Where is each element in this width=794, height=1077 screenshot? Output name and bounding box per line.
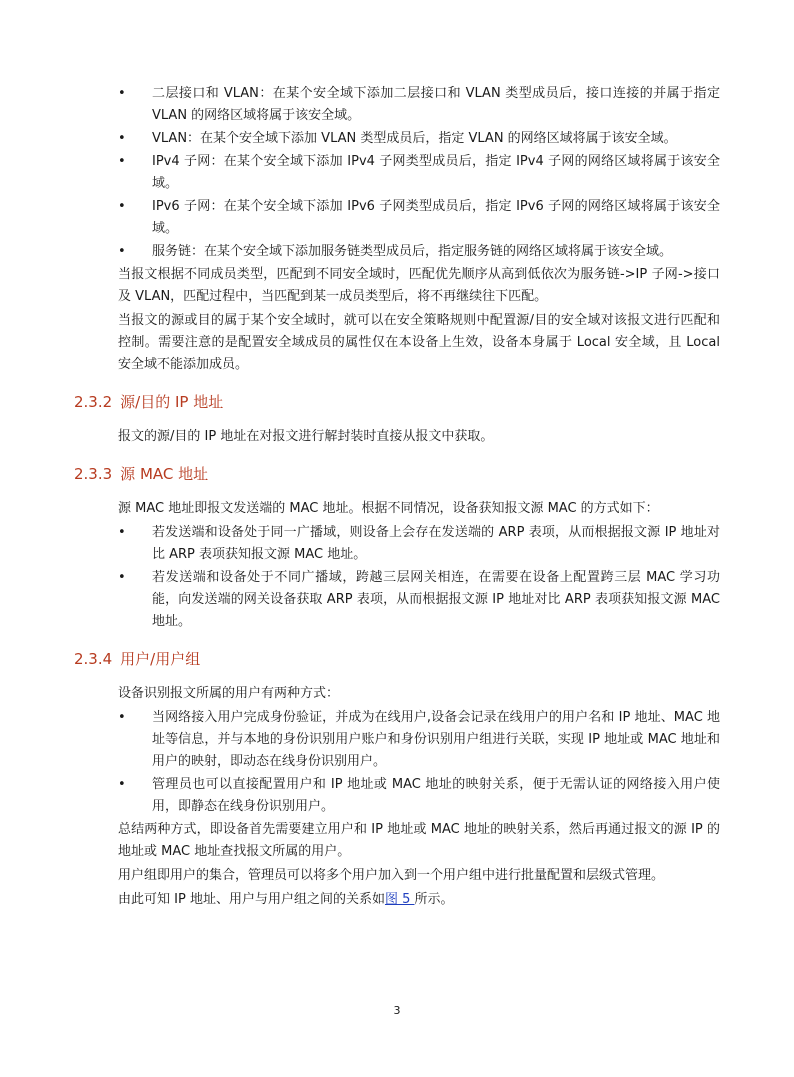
list-item-text: 二层接口和 VLAN：在某个安全域下添加二层接口和 VLAN 类型成员后，接口连接的并属于指定 VLAN 的网络区域将属于该安全域。 <box>152 86 720 123</box>
relationship-suffix: 所示。 <box>414 892 454 907</box>
list-item <box>118 241 720 263</box>
list-item <box>118 196 720 240</box>
bullet-icon: • <box>118 710 126 725</box>
list-item-text: 管理员也可以直接配置用户和 IP 地址或 MAC 地址的映射关系，便于无需认证的网络接入用户使用，即静态在线身份识别用户。 <box>152 777 720 814</box>
section-title: 源 MAC 地址 <box>120 465 209 483</box>
mac-intro-paragraph: 源 MAC 地址即报文发送端的 MAC 地址。根据不同情况，设备获知报文源 MAC 的方式如下： <box>118 501 659 516</box>
mac-method-list <box>118 522 720 633</box>
list-item <box>118 707 720 773</box>
bullet-icon: • <box>118 244 126 259</box>
user-group-paragraph: 用户组即用户的集合，管理员可以将多个用户加入到一个用户组中进行批量配置和层级式管理。 <box>118 868 665 883</box>
user-method-list <box>118 707 720 818</box>
figure-5-link[interactable]: 图 5 <box>384 892 415 907</box>
section-heading-2-3-2 <box>74 391 676 413</box>
bullet-icon: • <box>118 199 126 214</box>
list-item <box>118 567 720 633</box>
list-item <box>118 522 720 566</box>
list-item <box>118 774 720 818</box>
list-item-text: IPv6 子网：在某个安全域下添加 IPv6 子网类型成员后，指定 IPv6 子网的网络区域将属于该安全域。 <box>152 199 720 236</box>
section-number: 2.3.4 <box>74 650 113 668</box>
bullet-icon: • <box>118 570 126 585</box>
list-item-text: 服务链：在某个安全域下添加服务链类型成员后，指定服务链的网络区域将属于该安全域。 <box>152 244 673 259</box>
list-item-text: 当网络接入用户完成身份验证，并成为在线用户,设备会记录在线用户的用户名和 IP 地址、MAC 地址等信息，并与本地的身份识别用户账户和身份识别用户组进行关联，实现 IP 地址或 MAC 地址和用户的映射，即动态在线身份识别用户。 <box>152 710 720 769</box>
security-zone-member-list <box>118 83 720 263</box>
page-content <box>74 83 720 913</box>
list-item <box>118 128 720 150</box>
list-item-text: IPv4 子网：在某个安全域下添加 IPv4 子网类型成员后，指定 IPv4 子网的网络区域将属于该安全域。 <box>152 154 720 191</box>
list-item <box>118 151 720 195</box>
section-heading-2-3-3 <box>74 463 676 485</box>
list-item-text: 若发送端和设备处于不同广播域，跨越三层网关相连，在需要在设备上配置跨三层 MAC 学习功能，向发送端的网关设备获取 ARP 表项，从而根据报文源 IP 地址对比 ARP 表项获知报文源 MAC 地址。 <box>152 570 720 629</box>
security-policy-paragraph: 当报文的源或目的属于某个安全域时，就可以在安全策略规则中配置源/目的安全域对该报文进行匹配和控制。需要注意的是配置安全域成员的属性仅在本设备上生效，设备本身属于 Local 安全域，且 Local 安全域不能添加成员。 <box>118 313 720 372</box>
match-priority-paragraph: 当报文根据不同成员类型，匹配到不同安全域时，匹配优先顺序从高到低依次为服务链->IP 子网->接口及 VLAN，匹配过程中，当匹配到某一成员类型后，将不再继续往下匹配。 <box>118 267 720 304</box>
ip-address-paragraph: 报文的源/目的 IP 地址在对报文进行解封装时直接从报文中获取。 <box>118 429 494 444</box>
bullet-icon: • <box>118 525 126 540</box>
section-number: 2.3.3 <box>74 465 113 483</box>
bullet-icon: • <box>118 86 126 101</box>
page-number: 3 <box>393 1004 401 1017</box>
bullet-icon: • <box>118 154 126 169</box>
bullet-icon: • <box>118 131 126 146</box>
section-heading-2-3-4 <box>74 648 676 670</box>
user-intro-paragraph: 设备识别报文所属的用户有两种方式： <box>118 686 340 701</box>
section-number: 2.3.2 <box>74 393 113 411</box>
list-item-text: 若发送端和设备处于同一广播域，则设备上会存在发送端的 ARP 表项，从而根据报文源 IP 地址对比 ARP 表项获知报文源 MAC 地址。 <box>152 525 720 562</box>
section-title: 源/目的 IP 地址 <box>120 393 224 411</box>
list-item-text: VLAN：在某个安全域下添加 VLAN 类型成员后，指定 VLAN 的网络区域将属于该安全域。 <box>152 131 677 146</box>
summary-paragraph: 总结两种方式，即设备首先需要建立用户和 IP 地址或 MAC 地址的映射关系，然后再通过报文的源 IP 的地址或 MAC 地址查找报文所属的用户。 <box>118 822 720 859</box>
relationship-text: 由此可知 IP 地址、用户与用户组之间的关系如 <box>118 892 385 907</box>
relationship-paragraph <box>118 889 720 911</box>
section-title: 用户/用户组 <box>120 650 201 668</box>
list-item <box>118 83 720 127</box>
bullet-icon: • <box>118 777 126 792</box>
